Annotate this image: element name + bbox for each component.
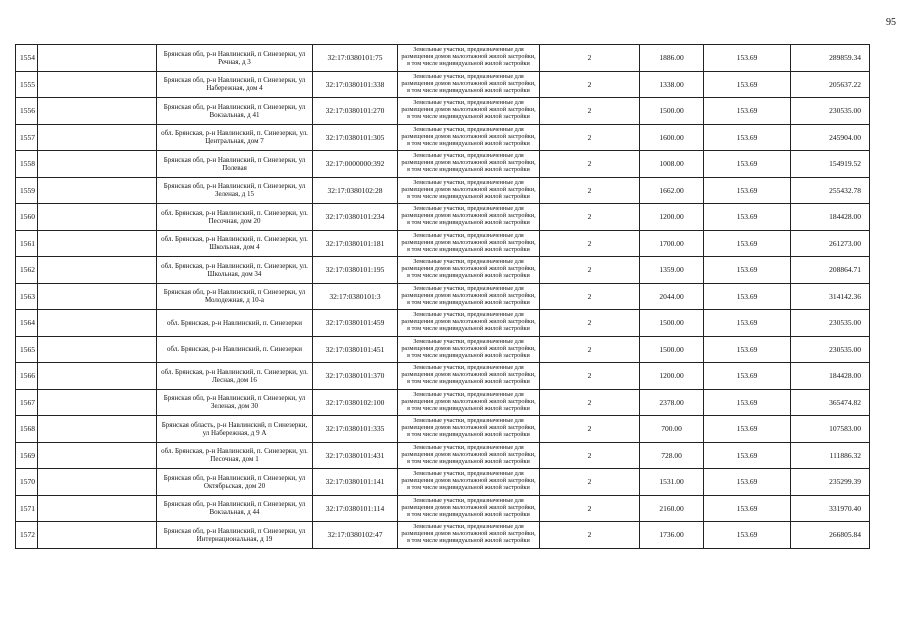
cadastral-value-cell: 205637.22: [791, 71, 870, 98]
table-row: [16, 310, 870, 337]
cadastral-value-cell: 235299.39: [791, 469, 870, 496]
rate-cell: 153.69: [704, 124, 791, 151]
table-row: [16, 283, 870, 310]
table-row: [16, 45, 870, 72]
area-cell: 1736.00: [640, 522, 704, 549]
land-use-cell: Земельные участки, предназначенные для размещения домов малоэтажной жилой застройки, в том числе индивидуальной жилой застройки: [398, 45, 540, 72]
row-number-cell: 1565: [16, 336, 38, 363]
cadastral-value-cell: 184428.00: [791, 363, 870, 390]
address-cell: обл. Брянская, р-н Навлинский, п. Синезерки, ул. Песочная, дом 1: [157, 442, 313, 469]
rate-cell: 153.69: [704, 389, 791, 416]
category-cell: 2: [540, 495, 640, 522]
area-cell: 1662.00: [640, 177, 704, 204]
empty-cell: [38, 124, 157, 151]
area-cell: 1531.00: [640, 469, 704, 496]
rate-cell: 153.69: [704, 230, 791, 257]
category-cell: 2: [540, 469, 640, 496]
address-cell: Брянская обл, р-н Навлинский, п Синезерки, ул Набережная, дом 4: [157, 71, 313, 98]
rate-cell: 153.69: [704, 336, 791, 363]
land-use-cell: Земельные участки, предназначенные для размещения домов малоэтажной жилой застройки, в том числе индивидуальной жилой застройки: [398, 469, 540, 496]
cadastral-number-cell: 32:17:0000000:392: [313, 151, 398, 178]
land-use-cell: Земельные участки, предназначенные для размещения домов малоэтажной жилой застройки, в том числе индивидуальной жилой застройки: [398, 230, 540, 257]
category-cell: 2: [540, 257, 640, 284]
land-use-cell: Земельные участки, предназначенные для размещения домов малоэтажной жилой застройки, в том числе индивидуальной жилой застройки: [398, 124, 540, 151]
row-number-cell: 1567: [16, 389, 38, 416]
cadastral-value-cell: 245904.00: [791, 124, 870, 151]
table-row: [16, 495, 870, 522]
area-cell: 1500.00: [640, 336, 704, 363]
category-cell: 2: [540, 363, 640, 390]
address-cell: Брянская обл, р-н Навлинский, п Синезерки, ул Вокзальная, д 41: [157, 98, 313, 125]
land-use-cell: Земельные участки, предназначенные для размещения домов малоэтажной жилой застройки, в том числе индивидуальной жилой застройки: [398, 177, 540, 204]
address-cell: обл. Брянская, р-н Навлинский, п. Синезерки, ул. Школьная, дом 34: [157, 257, 313, 284]
empty-cell: [38, 416, 157, 443]
category-cell: 2: [540, 177, 640, 204]
rate-cell: 153.69: [704, 495, 791, 522]
table-row: [16, 177, 870, 204]
cadastral-value-cell: 184428.00: [791, 204, 870, 231]
category-cell: 2: [540, 151, 640, 178]
empty-cell: [38, 389, 157, 416]
rate-cell: 153.69: [704, 257, 791, 284]
land-use-cell: Земельные участки, предназначенные для размещения домов малоэтажной жилой застройки, в том числе индивидуальной жилой застройки: [398, 442, 540, 469]
empty-cell: [38, 98, 157, 125]
area-cell: 1200.00: [640, 204, 704, 231]
cadastral-value-cell: 261273.00: [791, 230, 870, 257]
cadastral-value-cell: 107583.00: [791, 416, 870, 443]
category-cell: 2: [540, 230, 640, 257]
rate-cell: 153.69: [704, 310, 791, 337]
category-cell: 2: [540, 522, 640, 549]
area-cell: 2160.00: [640, 495, 704, 522]
category-cell: 2: [540, 45, 640, 72]
empty-cell: [38, 257, 157, 284]
address-cell: Брянская обл, р-н Навлинский, п Синезерки, ул Зеленая, дом 30: [157, 389, 313, 416]
land-use-cell: Земельные участки, предназначенные для размещения домов малоэтажной жилой застройки, в том числе индивидуальной жилой застройки: [398, 310, 540, 337]
rate-cell: 153.69: [704, 522, 791, 549]
address-cell: Брянская обл, р-н Навлинский, п Синезерки, ул Интернациональная, д 19: [157, 522, 313, 549]
address-cell: Брянская обл, р-н Навлинский, п Синезерки, ул Вокзальная, д 44: [157, 495, 313, 522]
cadastral-number-cell: 32:17:0380101:114: [313, 495, 398, 522]
land-use-cell: Земельные участки, предназначенные для размещения домов малоэтажной жилой застройки, в том числе индивидуальной жилой застройки: [398, 363, 540, 390]
cadastral-number-cell: 32:17:0380102:47: [313, 522, 398, 549]
area-cell: 2378.00: [640, 389, 704, 416]
cadastral-number-cell: 32:17:0380101:431: [313, 442, 398, 469]
table-row: [16, 469, 870, 496]
rate-cell: 153.69: [704, 45, 791, 72]
rate-cell: 153.69: [704, 416, 791, 443]
category-cell: 2: [540, 310, 640, 337]
land-use-cell: Земельные участки, предназначенные для размещения домов малоэтажной жилой застройки, в том числе индивидуальной жилой застройки: [398, 204, 540, 231]
cadastral-number-cell: 32:17:0380101:234: [313, 204, 398, 231]
cadastral-value-cell: 230535.00: [791, 98, 870, 125]
area-cell: 1886.00: [640, 45, 704, 72]
empty-cell: [38, 522, 157, 549]
address-cell: обл. Брянская, р-н Навлинский, п. Синезерки: [157, 310, 313, 337]
land-use-cell: Земельные участки, предназначенные для размещения домов малоэтажной жилой застройки, в том числе индивидуальной жилой застройки: [398, 71, 540, 98]
area-cell: 728.00: [640, 442, 704, 469]
cadastral-value-cell: 208864.71: [791, 257, 870, 284]
cadastral-value-cell: 331970.40: [791, 495, 870, 522]
table-row: [16, 124, 870, 151]
cadastral-number-cell: 32:17:0380101:195: [313, 257, 398, 284]
empty-cell: [38, 71, 157, 98]
rate-cell: 153.69: [704, 469, 791, 496]
category-cell: 2: [540, 98, 640, 125]
table-row: [16, 389, 870, 416]
cadastral-value-cell: 365474.82: [791, 389, 870, 416]
row-number-cell: 1561: [16, 230, 38, 257]
row-number-cell: 1564: [16, 310, 38, 337]
table-row: [16, 522, 870, 549]
area-cell: 1359.00: [640, 257, 704, 284]
address-cell: Брянская обл, р-н Навлинский, п Синезерки, ул Молодежная, д 10-а: [157, 283, 313, 310]
row-number-cell: 1563: [16, 283, 38, 310]
rate-cell: 153.69: [704, 442, 791, 469]
empty-cell: [38, 230, 157, 257]
row-number-cell: 1559: [16, 177, 38, 204]
land-use-cell: Земельные участки, предназначенные для размещения домов малоэтажной жилой застройки, в том числе индивидуальной жилой застройки: [398, 257, 540, 284]
row-number-cell: 1557: [16, 124, 38, 151]
address-cell: обл. Брянская, р-н Навлинский, п. Синезерки, ул. Песочная, дом 20: [157, 204, 313, 231]
category-cell: 2: [540, 442, 640, 469]
row-number-cell: 1554: [16, 45, 38, 72]
row-number-cell: 1569: [16, 442, 38, 469]
cadastral-value-cell: 154919.52: [791, 151, 870, 178]
land-registry-table: [15, 44, 870, 549]
cadastral-value-cell: 230535.00: [791, 310, 870, 337]
cadastral-value-cell: 255432.78: [791, 177, 870, 204]
cadastral-number-cell: 32:17:0380101:451: [313, 336, 398, 363]
land-use-cell: Земельные участки, предназначенные для размещения домов малоэтажной жилой застройки, в том числе индивидуальной жилой застройки: [398, 522, 540, 549]
rate-cell: 153.69: [704, 363, 791, 390]
table-row: [16, 71, 870, 98]
area-cell: 1500.00: [640, 310, 704, 337]
cadastral-number-cell: 32:17:0380101:305: [313, 124, 398, 151]
rate-cell: 153.69: [704, 177, 791, 204]
cadastral-number-cell: 32:17:0380101:270: [313, 98, 398, 125]
cadastral-number-cell: 32:17:0380102:28: [313, 177, 398, 204]
address-cell: обл. Брянская, р-н Навлинский, п. Синезерки: [157, 336, 313, 363]
row-number-cell: 1572: [16, 522, 38, 549]
cadastral-value-cell: 111886.32: [791, 442, 870, 469]
rate-cell: 153.69: [704, 151, 791, 178]
address-cell: обл. Брянская, р-н Навлинский, п. Синезерки, ул. Лесная, дом 16: [157, 363, 313, 390]
empty-cell: [38, 151, 157, 178]
page-number: 95: [886, 17, 896, 28]
category-cell: 2: [540, 389, 640, 416]
empty-cell: [38, 336, 157, 363]
land-use-cell: Земельные участки, предназначенные для размещения домов малоэтажной жилой застройки, в том числе индивидуальной жилой застройки: [398, 495, 540, 522]
land-use-cell: Земельные участки, предназначенные для размещения домов малоэтажной жилой застройки, в том числе индивидуальной жилой застройки: [398, 336, 540, 363]
area-cell: 1600.00: [640, 124, 704, 151]
cadastral-number-cell: 32:17:0380101:335: [313, 416, 398, 443]
cadastral-number-cell: 32:17:0380101:3: [313, 283, 398, 310]
cadastral-value-cell: 230535.00: [791, 336, 870, 363]
empty-cell: [38, 495, 157, 522]
empty-cell: [38, 204, 157, 231]
rate-cell: 153.69: [704, 283, 791, 310]
category-cell: 2: [540, 283, 640, 310]
row-number-cell: 1556: [16, 98, 38, 125]
address-cell: Брянская обл, р-н Навлинский, п Синезерки, ул Речная, д 3: [157, 45, 313, 72]
empty-cell: [38, 442, 157, 469]
land-use-cell: Земельные участки, предназначенные для размещения домов малоэтажной жилой застройки, в том числе индивидуальной жилой застройки: [398, 151, 540, 178]
table-row: [16, 416, 870, 443]
row-number-cell: 1555: [16, 71, 38, 98]
rate-cell: 153.69: [704, 98, 791, 125]
address-cell: обл. Брянская, р-н Навлинский, п. Синезерки, ул. Школьная, дом 4: [157, 230, 313, 257]
area-cell: 2044.00: [640, 283, 704, 310]
table-row: [16, 230, 870, 257]
address-cell: Брянская обл, р-н Навлинский, п Синезерки, ул Полевая: [157, 151, 313, 178]
area-cell: 1008.00: [640, 151, 704, 178]
row-number-cell: 1560: [16, 204, 38, 231]
cadastral-number-cell: 32:17:0380101:141: [313, 469, 398, 496]
category-cell: 2: [540, 336, 640, 363]
empty-cell: [38, 363, 157, 390]
category-cell: 2: [540, 416, 640, 443]
land-use-cell: Земельные участки, предназначенные для размещения домов малоэтажной жилой застройки, в том числе индивидуальной жилой застройки: [398, 389, 540, 416]
table-row: [16, 257, 870, 284]
category-cell: 2: [540, 71, 640, 98]
row-number-cell: 1570: [16, 469, 38, 496]
table-row: [16, 363, 870, 390]
cadastral-value-cell: 289859.34: [791, 45, 870, 72]
table-row: [16, 442, 870, 469]
rate-cell: 153.69: [704, 71, 791, 98]
cadastral-value-cell: 266805.84: [791, 522, 870, 549]
table-row: [16, 151, 870, 178]
category-cell: 2: [540, 204, 640, 231]
cadastral-number-cell: 32:17:0380101:75: [313, 45, 398, 72]
address-cell: обл. Брянская, р-н Навлинский, п. Синезерки, ул. Центральная, дом 7: [157, 124, 313, 151]
cadastral-number-cell: 32:17:0380101:459: [313, 310, 398, 337]
cadastral-value-cell: 314142.36: [791, 283, 870, 310]
table-row: [16, 204, 870, 231]
table-body: [16, 45, 870, 549]
land-use-cell: Земельные участки, предназначенные для размещения домов малоэтажной жилой застройки, в том числе индивидуальной жилой застройки: [398, 283, 540, 310]
area-cell: 1500.00: [640, 98, 704, 125]
area-cell: 1700.00: [640, 230, 704, 257]
cadastral-number-cell: 32:17:0380102:100: [313, 389, 398, 416]
cadastral-number-cell: 32:17:0380101:338: [313, 71, 398, 98]
cadastral-number-cell: 32:17:0380101:181: [313, 230, 398, 257]
category-cell: 2: [540, 124, 640, 151]
address-cell: Брянская обл, р-н Навлинский, п Синезерки, ул Зеленая, д 15: [157, 177, 313, 204]
land-use-cell: Земельные участки, предназначенные для размещения домов малоэтажной жилой застройки, в том числе индивидуальной жилой застройки: [398, 98, 540, 125]
row-number-cell: 1571: [16, 495, 38, 522]
row-number-cell: 1568: [16, 416, 38, 443]
area-cell: 700.00: [640, 416, 704, 443]
empty-cell: [38, 177, 157, 204]
address-cell: Брянская обл, р-н Навлинский, п Синезерки, ул Октябрьская, дом 20: [157, 469, 313, 496]
area-cell: 1200.00: [640, 363, 704, 390]
empty-cell: [38, 469, 157, 496]
table-row: [16, 98, 870, 125]
land-use-cell: Земельные участки, предназначенные для размещения домов малоэтажной жилой застройки, в том числе индивидуальной жилой застройки: [398, 416, 540, 443]
cadastral-number-cell: 32:17:0380101:370: [313, 363, 398, 390]
row-number-cell: 1566: [16, 363, 38, 390]
table-row: [16, 336, 870, 363]
row-number-cell: 1562: [16, 257, 38, 284]
row-number-cell: 1558: [16, 151, 38, 178]
empty-cell: [38, 310, 157, 337]
address-cell: Брянская область, р-н Навлинский, п Синезерки, ул Набережная, д 9 А: [157, 416, 313, 443]
rate-cell: 153.69: [704, 204, 791, 231]
empty-cell: [38, 283, 157, 310]
empty-cell: [38, 45, 157, 72]
area-cell: 1338.00: [640, 71, 704, 98]
